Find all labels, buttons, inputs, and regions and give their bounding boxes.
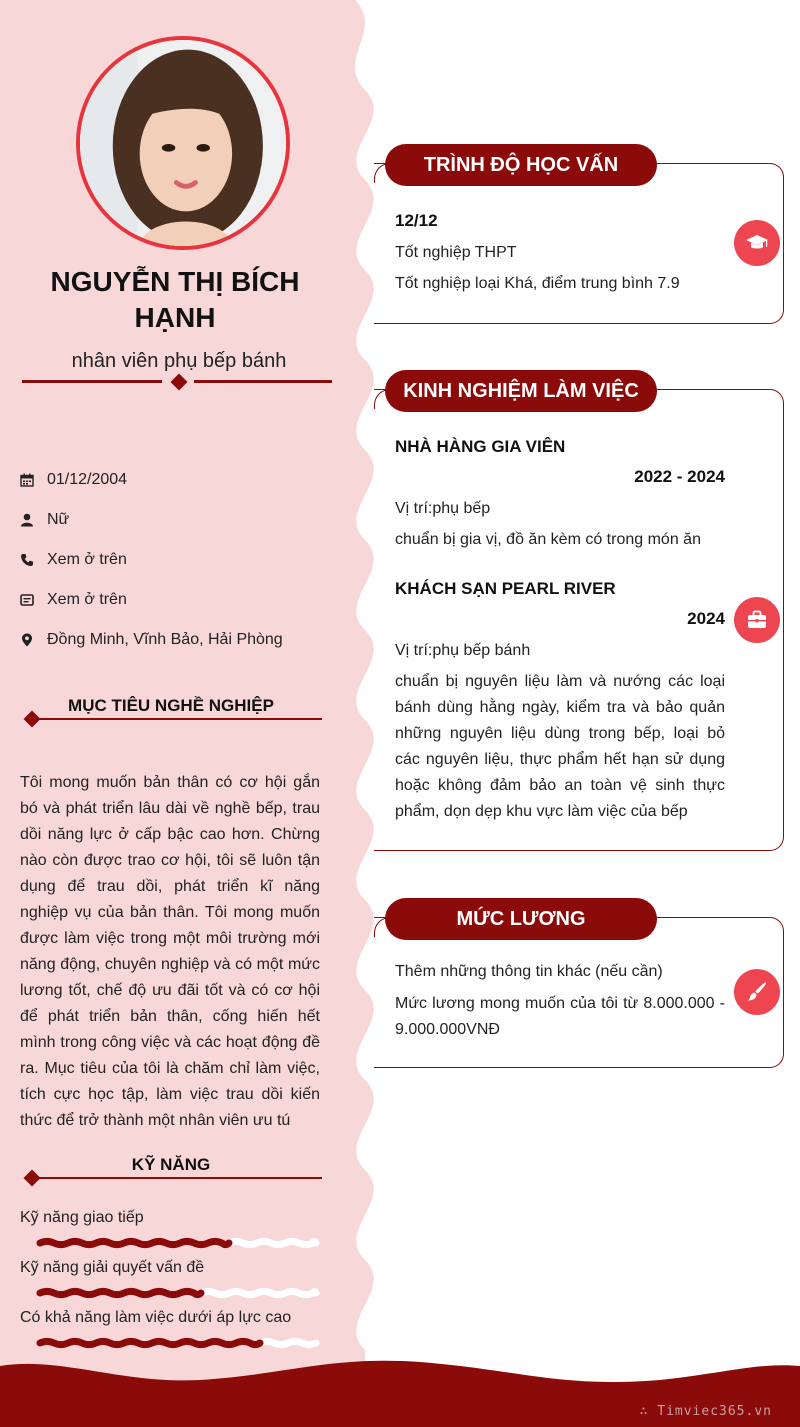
skill-bar-remaining (229, 1241, 316, 1244)
skill-name: Kỹ năng giao tiếp (20, 1209, 144, 1226)
watermark: ∴ Timviec365.vn (639, 1404, 772, 1419)
address-value: Đồng Minh, Vĩnh Bảo, Hải Phòng (47, 631, 283, 648)
skill-bar-fill (40, 1341, 260, 1344)
briefcase-icon (734, 597, 780, 643)
skill-bar-fill (40, 1241, 229, 1244)
title-divider (22, 372, 332, 392)
objective-title: MỤC TIÊU NGHỀ NGHIỆP (68, 696, 274, 715)
skill-level-bar (36, 1237, 320, 1249)
info-gender (20, 500, 340, 540)
info-email (20, 580, 340, 620)
skills-title: KỸ NĂNG (131, 1155, 211, 1174)
skill-item (20, 1259, 320, 1277)
skill-bar-remaining (201, 1291, 316, 1294)
email-value: Xem ở trên (47, 591, 127, 608)
job-description: chuẩn bị gia vị, đồ ăn kèm có trong món ăn (395, 531, 701, 548)
skill-name: Có khả năng làm việc dưới áp lực cao (20, 1309, 292, 1326)
graduation-cap-icon (734, 220, 780, 266)
personal-info (20, 460, 340, 660)
paint-brush-icon (734, 969, 780, 1015)
job-description: chuẩn bị nguyên liệu làm và nướng các loại bánh dùng hằng ngày, kiểm tra và bảo quản những nguyên liệu dùng trong bếp, loại bỏ các nguyên liệu, thực phẩm hết hạn sử dụng hoặc không đảm bảo an toàn vệ sinh thực phẩm, dọn dẹp khu vực làm việc của bếp (395, 673, 725, 820)
experience-title: KINH NGHIỆM LÀM VIỆC (385, 370, 657, 412)
calendar-icon (20, 473, 47, 487)
education-title: TRÌNH ĐỘ HỌC VẤN (385, 144, 657, 186)
info-birthdate (20, 460, 340, 500)
profile-photo (76, 36, 290, 250)
email-icon (20, 593, 47, 607)
skill-item (20, 1209, 320, 1227)
job-company: KHÁCH SẠN PEARL RIVER (395, 579, 616, 598)
birthdate-value: 01/12/2004 (47, 471, 128, 488)
skill-level-bar (36, 1287, 320, 1299)
education-period: 12/12 (395, 211, 438, 230)
skill-item (20, 1309, 320, 1327)
job-period: 2024 (687, 609, 725, 628)
salary-note: Thêm những thông tin khác (nếu cần) (395, 963, 663, 980)
skills-header (20, 1155, 322, 1185)
info-address (20, 620, 340, 660)
education-detail: Tốt nghiệp loại Khá, điểm trung bình 7.9 (395, 275, 680, 292)
job-position: Vị trí:phụ bếp bánh (395, 642, 531, 659)
gender-value: Nữ (47, 511, 70, 528)
skill-level-bar (36, 1337, 320, 1349)
job-title: nhân viên phụ bếp bánh (71, 350, 287, 372)
salary-title: MỨC LƯƠNG (385, 898, 657, 940)
job-position: Vị trí:phụ bếp (395, 500, 491, 517)
phone-icon (20, 553, 47, 567)
education-degree: Tốt nghiệp THPT (395, 244, 517, 261)
objective-text: Tôi mong muốn bản thân có cơ hội gắn bó và phát triển lâu dài về nghề bếp, trau dồi năng lực ở cấp bậc cao hơn. Chừng nào còn được trao cơ hội, tôi sẽ luôn tận dụng để trau dồi, phát triển kĩ năng nghiệp vụ của bản thân. Tôi mong muốn được làm việc trong một môi trường mới năng động, chuyên nghiệp và có một mức lương tốt, chế độ ưu đãi tốt và có cơ hội để phát triển bản thân, cống hiến hết mình trong công việc và các hoạt động đề ra. Mục tiêu của tôi là chăm chỉ làm việc, tích cực học tập, làm việc trau dồi kiến thức để trở thành một nhân viên ưu tú (20, 774, 320, 1129)
objective-header (20, 696, 322, 726)
user-icon (20, 513, 47, 527)
job-period: 2022 - 2024 (634, 467, 725, 486)
info-phone (20, 540, 340, 580)
skill-bar-fill (40, 1291, 201, 1294)
job-company: NHÀ HÀNG GIA VIÊN (395, 437, 566, 456)
salary-expectation: Mức lương mong muốn của tôi từ 8.000.000 - 9.000.000VNĐ (395, 995, 725, 1038)
skill-name: Kỹ năng giải quyết vấn đề (20, 1259, 205, 1276)
phone-value: Xem ở trên (47, 551, 127, 568)
candidate-name: NGUYỄN THỊ BÍCH HẠNH (50, 266, 300, 333)
location-icon (20, 633, 47, 647)
skill-bar-remaining (260, 1341, 316, 1344)
